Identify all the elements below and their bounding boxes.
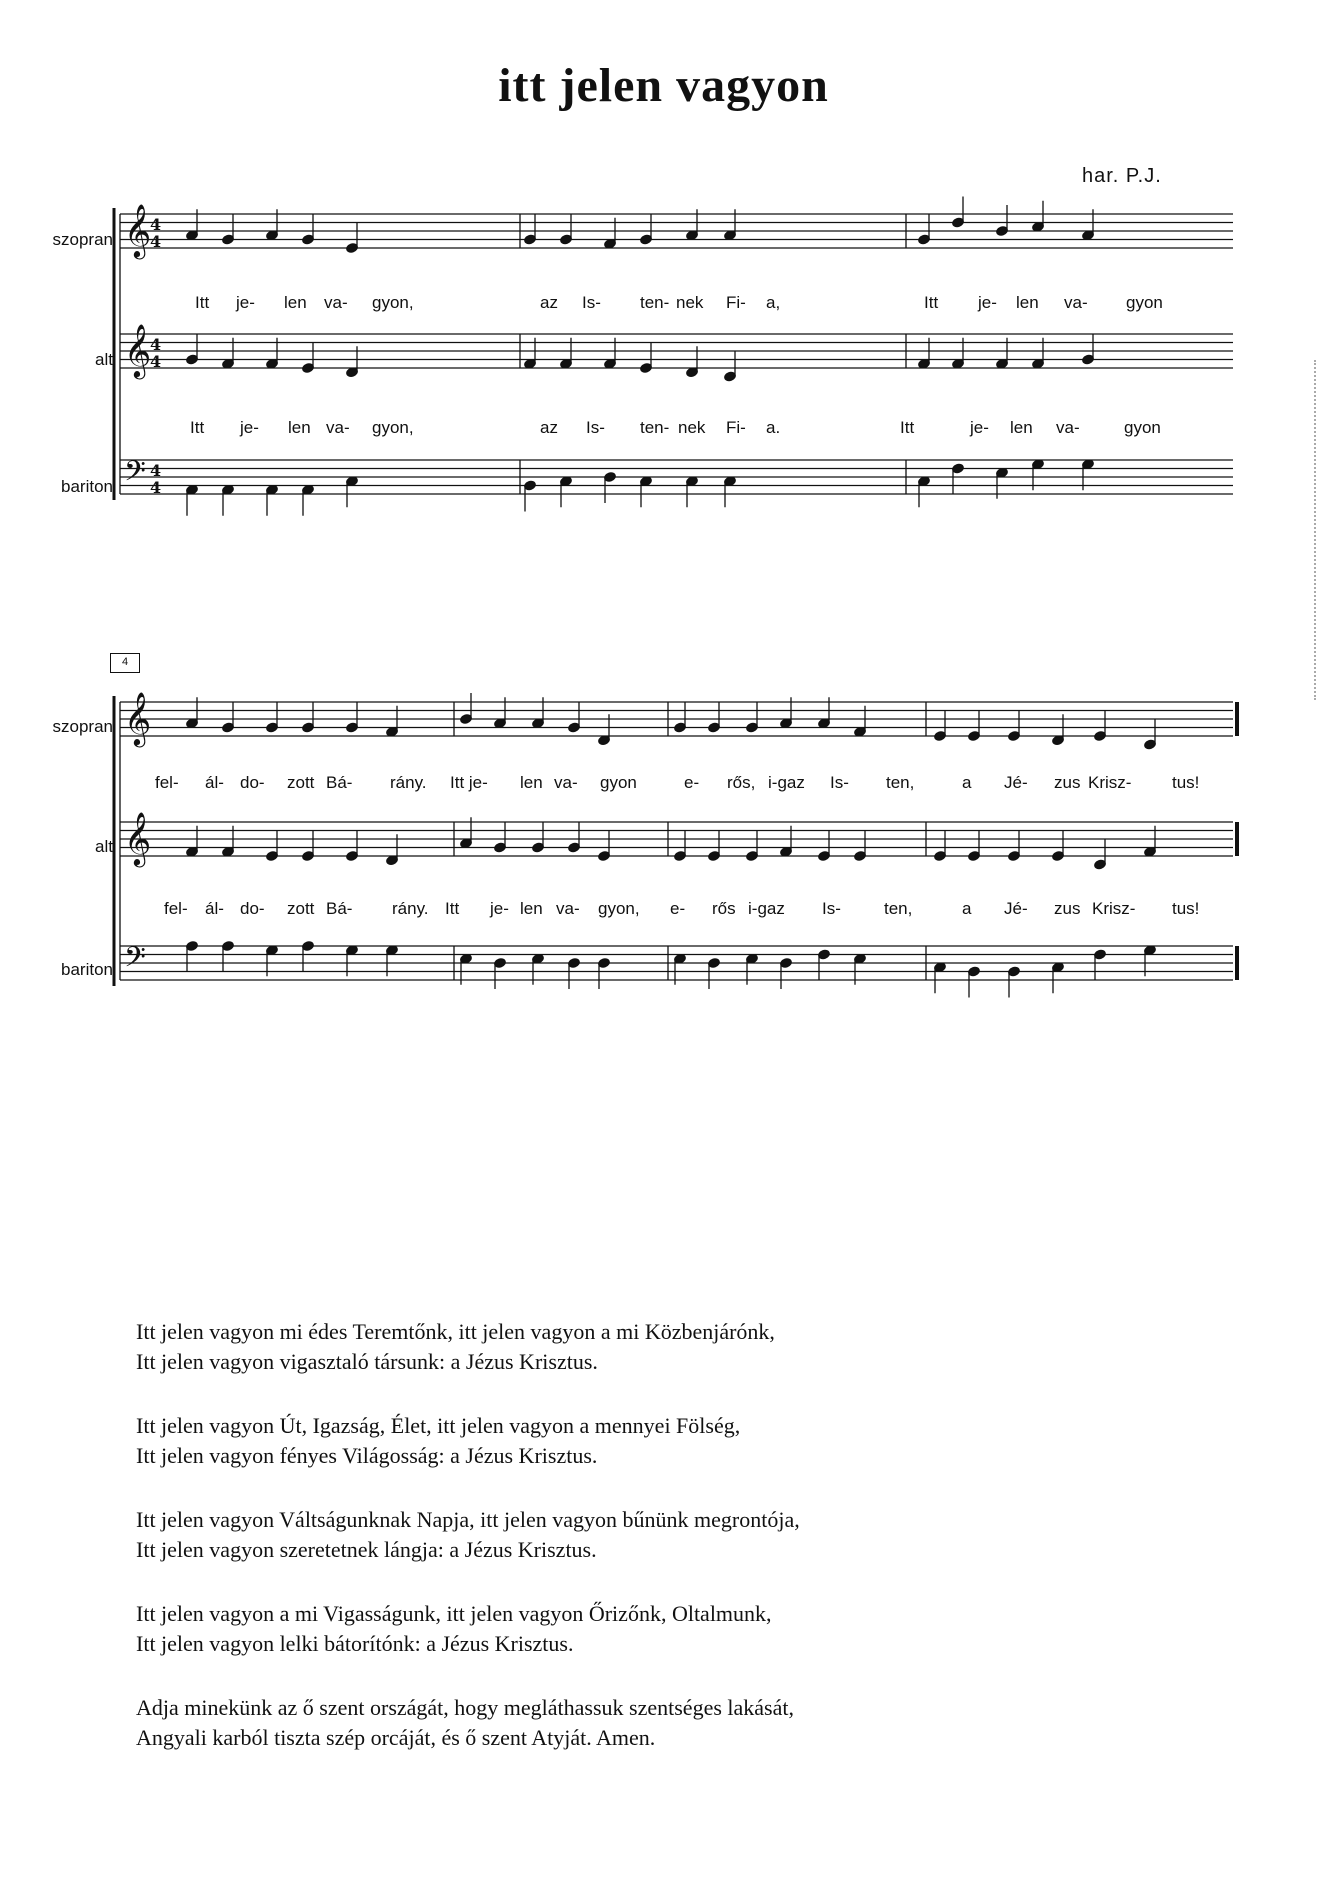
page-title: itt jelen vagyon [498, 59, 829, 112]
lyric-syllable: Is- [830, 773, 849, 792]
lyric-syllable: len [520, 899, 543, 918]
verse-line: Adja minekünk az ő szent országát, hogy megláthassuk szentséges lakását, [136, 1695, 794, 1720]
treble-clef-icon: 𝄞 [124, 691, 152, 745]
time-signature: 4 [150, 232, 162, 251]
voice-label-baritone: bariton [61, 960, 113, 979]
lyric-syllable: rány. [392, 899, 429, 918]
lyric-syllable: Itt [195, 293, 210, 312]
lyric-syllable: ten, [884, 899, 913, 918]
lyric-syllable: je- [490, 899, 509, 918]
lyric-syllable: Is- [582, 293, 601, 312]
voice-label-alto: alt [95, 350, 113, 369]
lyric-syllable: ál- [205, 773, 224, 792]
verse [136, 1411, 1236, 1471]
clef-symbols [124, 203, 161, 981]
scan-edge-mark [1314, 360, 1318, 700]
time-signature: 4 [150, 461, 162, 480]
lyric-syllable: len [284, 293, 307, 312]
treble-clef-icon: 𝄞 [124, 323, 152, 377]
lyric-syllable: fel- [164, 899, 188, 918]
lyric-syllable: zus [1054, 773, 1081, 792]
verse [136, 1599, 1236, 1659]
lyric-syllable: do- [240, 773, 265, 792]
lyric-syllable: a [962, 773, 972, 792]
lyric-syllable: Jé- [1004, 773, 1028, 792]
lyric-syllable: gyon, [372, 418, 414, 437]
lyric-syllable: gyon, [598, 899, 640, 918]
lyric-syllable: len [288, 418, 311, 437]
time-signature: 4 [150, 215, 162, 234]
lyric-syllable: va- [1064, 293, 1088, 312]
time-signature: 4 [150, 352, 162, 371]
voice-label-soprano: szopran [52, 230, 113, 249]
lyric-syllable: i-gaz [748, 899, 785, 918]
lyric-syllable: do- [240, 899, 265, 918]
lyric-syllable: az [540, 293, 558, 312]
bass-clef-icon: 𝄢 [124, 941, 146, 981]
lyric-syllable: rős [712, 899, 736, 918]
lyric-syllable: az [540, 418, 558, 437]
lyric-syllable: len [1010, 418, 1033, 437]
lyric-syllable: je- [970, 418, 989, 437]
verse-line: Itt jelen vagyon lelki bátorítónk: a Jézus Krisztus. [136, 1631, 574, 1656]
lyric-syllable: ál- [205, 899, 224, 918]
verse [136, 1693, 1236, 1753]
lyric-syllable: Bá- [326, 899, 353, 918]
bass-clef-icon: 𝄢 [124, 455, 146, 495]
verse-line: Itt jelen vagyon szeretetnek lángja: a Jézus Krisztus. [136, 1537, 597, 1562]
verse-line: Itt jelen vagyon mi édes Teremtőnk, itt jelen vagyon a mi Közbenjárónk, [136, 1319, 775, 1344]
lyric-syllable: nek [676, 293, 704, 312]
lyric-syllable: Krisz- [1092, 899, 1136, 918]
lyric-syllable: nek [678, 418, 706, 437]
lyric-syllable: len [1016, 293, 1039, 312]
verse-line: Itt jelen vagyon fényes Világosság: a Jézus Krisztus. [136, 1443, 598, 1468]
time-signature: 4 [150, 335, 162, 354]
verse-line: Itt jelen vagyon a mi Vigasságunk, itt jelen vagyon Őrizőnk, Oltalmunk, [136, 1601, 772, 1626]
lyric-syllable: ten- [640, 293, 670, 312]
lyric-syllable: zott [287, 899, 315, 918]
voice-label-soprano: szopran [52, 717, 113, 736]
lyric-syllable: tus! [1172, 899, 1200, 918]
lyric-syllable: Krisz- [1088, 773, 1132, 792]
lyric-syllable: ten, [886, 773, 915, 792]
lyric-syllable: Itt [190, 418, 205, 437]
lyric-syllable: Bá- [326, 773, 353, 792]
lyric-syllable: je- [240, 418, 259, 437]
lyric-syllable: tus! [1172, 773, 1200, 792]
lyric-syllable: e- [670, 899, 686, 918]
verse-line: Itt jelen vagyon Váltságunknak Napja, itt jelen vagyon bűnünk megrontója, [136, 1507, 800, 1532]
arranger-credit: har. P.J. [1082, 165, 1162, 187]
lyric-syllable: i-gaz [768, 773, 805, 792]
lyric-syllable: Is- [822, 899, 841, 918]
note-heads [185, 197, 1156, 998]
verse-line: Itt jelen vagyon vigasztaló társunk: a Jézus Krisztus. [136, 1349, 598, 1374]
lyric-syllable: rány. [390, 773, 427, 792]
lyric-syllable: je- [236, 293, 255, 312]
lyric-syllable: a, [766, 293, 781, 312]
lyric-syllable: gyon [1124, 418, 1161, 437]
lyric-syllable: fel- [155, 773, 179, 792]
lyric-syllable: va- [556, 899, 580, 918]
time-signature: 4 [150, 478, 162, 497]
lyric-syllable: Itt je- [450, 773, 488, 792]
lyric-syllable: Fi- [726, 293, 746, 312]
measure-number: 4 [110, 653, 140, 673]
lyric-syllable: gyon [1126, 293, 1163, 312]
lyric-syllable: Itt [924, 293, 939, 312]
lyric-syllable: Itt [900, 418, 915, 437]
verse-line: Angyali karból tiszta szép orcáját, és ő szent Atyját. Amen. [136, 1725, 656, 1750]
lyric-syllable: va- [554, 773, 578, 792]
lyric-syllable: e- [684, 773, 700, 792]
lyric-syllable: zott [287, 773, 315, 792]
lyric-syllable: a [962, 899, 972, 918]
voice-label-baritone: bariton [61, 477, 113, 496]
lyric-syllable: va- [326, 418, 350, 437]
lyric-syllable: je- [978, 293, 997, 312]
treble-clef-icon: 𝄞 [124, 811, 152, 865]
lyric-syllable: va- [324, 293, 348, 312]
verse [136, 1317, 1236, 1377]
voice-label-alto: alt [95, 837, 113, 856]
verse-line: Itt jelen vagyon Út, Igazság, Élet, itt jelen vagyon a mennyei Fölség, [136, 1413, 741, 1438]
verse-text [136, 1317, 1236, 1787]
staff-lines [114, 208, 1237, 986]
verse [136, 1505, 1236, 1565]
lyric-syllable: gyon [600, 773, 637, 792]
lyric-syllable: gyon, [372, 293, 414, 312]
lyric-syllable: rős, [727, 773, 756, 792]
lyric-syllable: zus [1054, 899, 1081, 918]
lyric-syllable: Jé- [1004, 899, 1028, 918]
lyric-syllable: Fi- [726, 418, 746, 437]
lyric-syllable: va- [1056, 418, 1080, 437]
treble-clef-icon: 𝄞 [124, 203, 152, 257]
lyric-syllable: Itt [445, 899, 460, 918]
lyric-syllable: len [520, 773, 543, 792]
lyric-syllable: ten- [640, 418, 670, 437]
lyric-syllable: a. [766, 418, 781, 437]
lyric-syllable: Is- [586, 418, 605, 437]
